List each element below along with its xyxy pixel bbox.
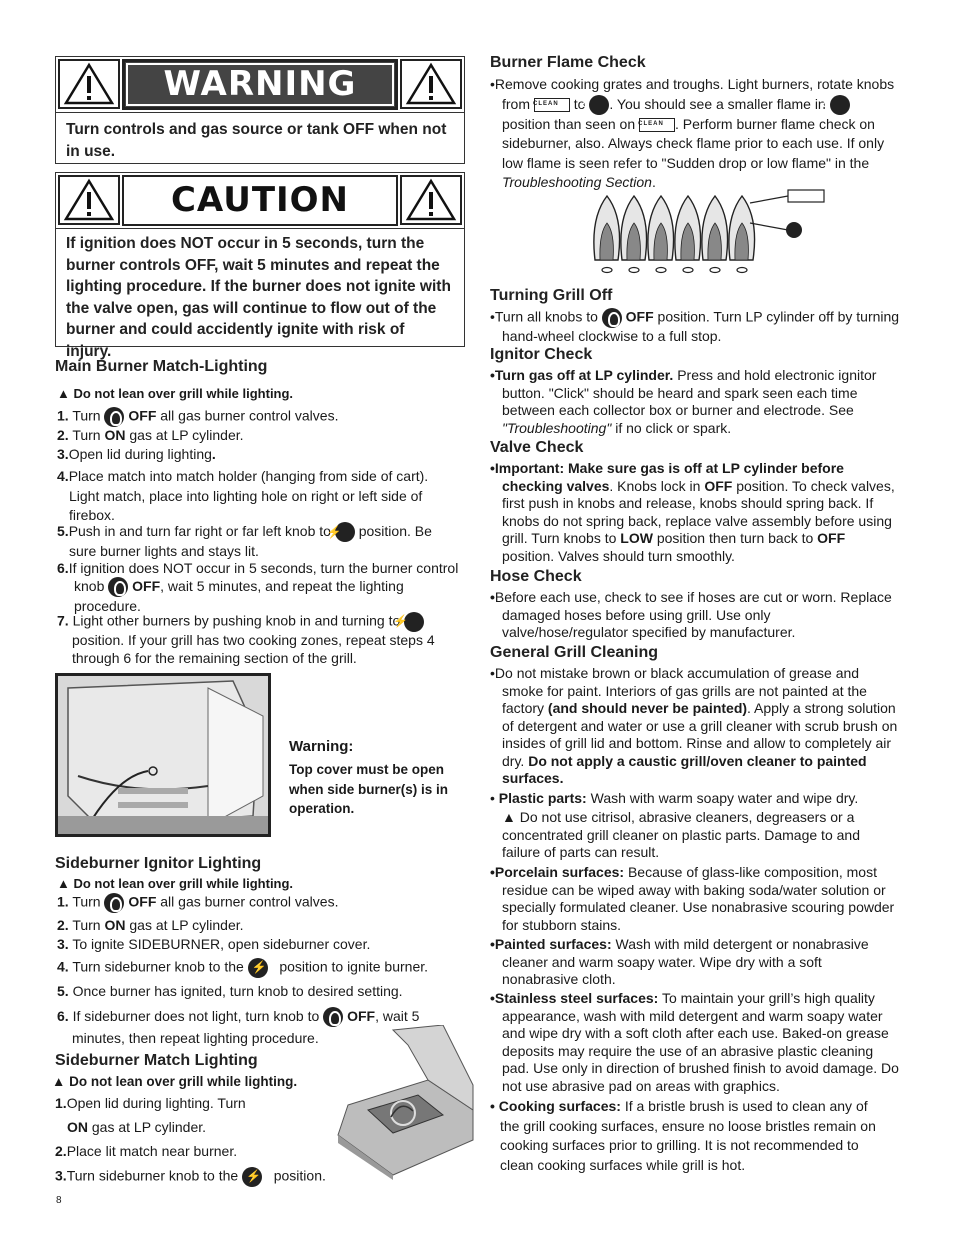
side-ignitor-step-1: 1. Turn OFF all gas burner control valves. <box>57 893 338 913</box>
ignite-knob-icon <box>248 958 268 978</box>
warning-triangle-icon <box>400 59 462 109</box>
warning-triangle-icon <box>58 59 120 109</box>
side-match-step-2: 2.Place lit match near burner. <box>55 1143 238 1159</box>
side-match-step-1: 1.Open lid during lighting. Turn <box>55 1095 246 1111</box>
cleaning-porcelain-text: •Porcelain surfaces: Because of glass-like composition, most residue can be wiped away with baking soda/water solution or specially formulated cleaner. Use nonabrasive scouring powder for stubborn stains. <box>490 864 895 933</box>
side-ignitor-heading: Sideburner Ignitor Lighting <box>55 855 262 872</box>
caution-triangle-icon <box>58 175 120 225</box>
side-ignitor-step-2: 2. Turn ON gas at LP cylinder. <box>57 917 244 933</box>
side-burner-figure <box>55 673 271 837</box>
caution-box <box>55 172 465 360</box>
flame-knob-icon <box>104 893 124 913</box>
flame-check-text: •Remove cooking grates and troughs. Light burners, rotate knobs from CLEAN to «. You should see a smaller flame in « position than seen on CLEAN . Perform burner flame check on sideburner, also. Always check flame prior to each use. If only low flame is seen refer to "Sudden drop or low flame" in the Troubleshooting Section. <box>490 75 900 193</box>
side-ignitor-step-3: 3. To ignite SIDEBURNER, open sideburner cover. <box>57 936 371 952</box>
turning-off-text: •Turn all knobs to OFF position. Turn LP cylinder off by turning hand-wheel clockwise to a full stop. <box>490 308 900 344</box>
warning-text: Turn controls and gas source or tank OFF when not in use. <box>66 121 447 160</box>
warning-title: WARNING <box>122 59 398 110</box>
grill-side-illustration <box>58 676 268 834</box>
clean-position-icon: CLEAN <box>534 98 570 112</box>
figure-warning-label: Warning: <box>289 738 354 755</box>
hose-check-heading: Hose Check <box>490 568 582 585</box>
page-number: 8 <box>56 1195 62 1206</box>
flame-knob-icon <box>104 407 124 427</box>
cleaning-plastic-text: • Plastic parts: Wash with warm soapy water and wipe dry. <box>490 790 859 806</box>
main-match-heading: Main Burner Match-Lighting <box>55 358 268 375</box>
cleaning-cooking-text: • Cooking surfaces: If a bristle brush is used to clean any of the grill cooking surfaces, ensure no loose bristles remain on cooking surfaces prior to grilling. It is not recommended to clean cooking surfaces while grill is hot. <box>490 1098 876 1173</box>
caution-header <box>56 173 464 229</box>
warning-box <box>55 56 465 164</box>
side-ignitor-step-4: 4. Turn sideburner knob to the ⚡ position to ignite burner. <box>57 958 428 978</box>
burner-flames-illustration <box>590 188 830 278</box>
side-ignitor-caution: ▲ Do not lean over grill while lighting. <box>57 876 294 891</box>
ignite-knob-icon <box>335 522 355 542</box>
side-ignitor-step-6: 6. If sideburner does not light, turn knob to OFF, wait 5 minutes, then repeat lighting procedure. <box>57 1008 420 1047</box>
valve-check-heading: Valve Check <box>490 439 584 456</box>
side-match-heading: Sideburner Match Lighting <box>55 1052 258 1069</box>
main-step-7: 7. Light other burners by pushing knob in and turning to ⚡ position. If your grill has two cooking zones, repeat steps 4 through 6 for the remaining section of the grill. <box>57 612 447 667</box>
caution-triangle-icon <box>400 175 462 225</box>
main-step-5: 5.Push in and turn far right or far left knob to ⚡ position. Be sure burner lights and stays lit. <box>57 522 462 560</box>
ignite-knob-icon <box>404 612 424 632</box>
main-step-6: 6.If ignition does NOT occur in 5 seconds, turn the burner control knob OFF, wait 5 minutes, and repeat the lighting procedure. <box>57 560 459 615</box>
main-match-caution: ▲ Do not lean over grill while lighting. <box>57 386 294 401</box>
sideburner-illustration <box>333 1025 478 1180</box>
main-step-1: 1. Turn OFF all gas burner control valves. <box>57 407 457 427</box>
low-knob-icon <box>589 95 609 115</box>
caution-title: CAUTION <box>122 175 398 226</box>
figure-warning-text: Top cover must be open when side burner(s) is in operation. <box>289 762 449 816</box>
main-step-2: 2. Turn ON gas at LP cylinder. <box>57 427 244 443</box>
main-step-4: 4.Place match into match holder (hanging from side of cart). Light match, place into lighting hole on right or left side of firebox. <box>57 468 429 523</box>
ignitor-check-heading: Ignitor Check <box>490 346 593 363</box>
warning-header <box>56 57 464 113</box>
ignitor-check-text: •Turn gas off at LP cylinder. Press and hold electronic ignitor button. "Click" should be heard and spark seen each time between each collector box or burner and electrode. See "Troubleshooting" if no click or spark. <box>490 367 877 436</box>
caution-text: If ignition does NOT occur in 5 seconds, turn the burner controls OFF, wait 5 minutes and repeat the lighting procedure. If the burner does not ignite with the valve open, gas will continue to flow out of the burner and could accidently ignite with risk of injury. <box>66 235 451 360</box>
flame-check-heading: Burner Flame Check <box>490 54 646 71</box>
side-match-step-3: 3.Turn sideburner knob to the ⚡ position. <box>55 1167 326 1187</box>
turning-off-heading: Turning Grill Off <box>490 287 613 304</box>
flame-knob-icon <box>108 577 128 597</box>
side-match-step-1-cont: ON gas at LP cylinder. <box>67 1119 207 1135</box>
valve-check-text: •Important: Make sure gas is off at LP cylinder before checking valves. Knobs lock in OFF position. To check valves, first push in knobs and release, knobs should spring back. If knobs do not spring back, replace valve assembly before using grill. Turn knobs to LOW position then turn back to OFF position. Valves should turn smoothly. <box>490 460 895 564</box>
main-step-3: 3.Open lid during lighting. <box>57 446 216 462</box>
low-knob-icon <box>830 95 850 115</box>
cleaning-general-text: •Do not mistake brown or black accumulation of grease and smoke for paint. Interiors of gas grills are not painted at the factory (and should never be painted). Apply a strong solution of detergent and water or use a grill cleaner with scrub brush on insides of grill lid and bottom. Rinse and allow to completely air dry. Do not apply a caustic grill/oven cleaner to painted surfaces. <box>490 665 898 786</box>
ignite-knob-icon <box>242 1167 262 1187</box>
side-match-caution: ▲ Do not lean over grill while lighting. <box>52 1074 298 1089</box>
clean-position-icon: CLEAN <box>639 118 675 132</box>
cleaning-heading: General Grill Cleaning <box>490 644 659 661</box>
flame-knob-icon <box>602 308 622 328</box>
cleaning-plastic-caution: ▲ Do not use citrisol, abrasive cleaners, degreasers or a concentrated grill cleaner on plastic parts. Damage to and failure of parts can result. <box>502 809 860 860</box>
side-ignitor-step-5: 5. Once burner has ignited, turn knob to desired setting. <box>57 983 403 999</box>
cleaning-painted-text: •Painted surfaces: Wash with mild detergent or nonabrasive cleaner and warm soapy water. Wipe dry with a soft nonabrasive cloth. <box>490 936 869 987</box>
cleaning-stainless-text: •Stainless steel surfaces: To maintain your grill’s high quality appearance, wash with mild detergent and warm soapy water and wipe dry with a soft cloth after each use. Baked-on grease deposits may require the use of an abrasive plastic cleaning pad. Use only in direction of brushed finish to avoid damage. Do not use abrasive pad on areas with graphics. <box>490 990 899 1094</box>
hose-check-text: •Before each use, check to see if hoses are cut or worn. Replace damaged hoses before using grill. Use only valve/hose/regulator specified by manufacturer. <box>490 589 892 640</box>
